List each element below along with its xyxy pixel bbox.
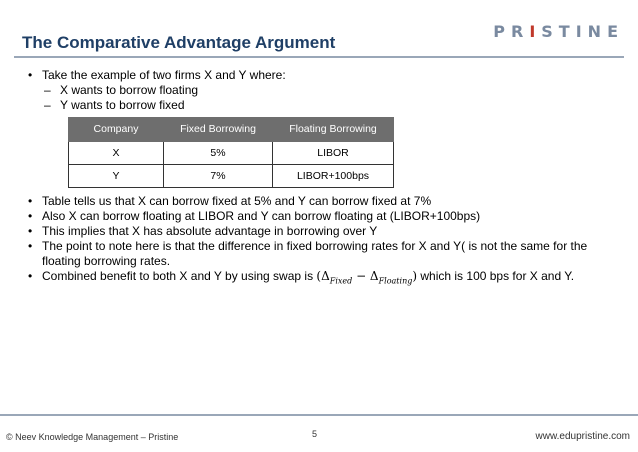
bullet-intro: • Take the example of two firms X and Y where:	[28, 68, 620, 83]
slide-title: The Comparative Advantage Argument	[22, 33, 336, 52]
delta-formula	[316, 269, 418, 286]
formula-open: (Δ	[316, 269, 330, 283]
bullet-combined-benefit	[28, 269, 620, 288]
logo-text-start: PR	[493, 22, 530, 41]
table-header-row	[69, 118, 394, 142]
page-number: 5	[312, 429, 318, 439]
header-bar	[0, 0, 638, 62]
sub-bullet-y: – Y wants to borrow fixed	[28, 98, 620, 113]
formula-minus: − Δ	[352, 269, 379, 283]
header-floating: Floating Borrowing	[273, 118, 394, 142]
footer-website: www.edupristine.com	[535, 431, 630, 442]
header-fixed: Fixed Borrowing	[164, 118, 273, 142]
bullet-item: • Table tells us that X can borrow fixed at 5% and Y can borrow fixed at 7%	[28, 194, 620, 209]
bullet-item: • Also X can borrow floating at LIBOR and Y can borrow floating at (LIBOR+100bps)	[28, 209, 620, 224]
sub-bullet-x: – X wants to borrow floating	[28, 83, 620, 98]
benefit-text-before: Combined benefit to both X and Y by using swap is	[42, 269, 317, 283]
bullet-item: • The point to note here is that the difference in fixed borrowing rates for X and Y( is not the same for the floating borrowing rates.	[28, 239, 620, 269]
slide-content	[28, 68, 620, 288]
formula-sub-floating: Floating	[378, 276, 413, 286]
table-row	[69, 165, 394, 188]
table-row	[69, 142, 394, 165]
logo-text-end: STINE	[541, 22, 624, 41]
logo-accent-letter: I	[529, 22, 542, 41]
bullet-item: • This implies that X has absolute advantage in borrowing over Y	[28, 224, 620, 239]
header-company: Company	[69, 118, 164, 142]
cell-fixed: 7%	[164, 165, 273, 188]
cell-floating: LIBOR+100bps	[273, 165, 394, 188]
borrowing-rates-table	[68, 117, 394, 188]
cell-company: X	[69, 142, 164, 165]
pristine-logo	[493, 22, 624, 41]
benefit-text-after: which is 100 bps for X and Y.	[417, 269, 575, 283]
header-divider	[14, 56, 624, 58]
formula-sub-fixed: Fixed	[329, 276, 353, 286]
cell-company: Y	[69, 165, 164, 188]
cell-fixed: 5%	[164, 142, 273, 165]
cell-floating: LIBOR	[273, 142, 394, 165]
footer-divider	[0, 414, 638, 416]
footer-copyright: © Neev Knowledge Management – Pristine	[6, 432, 179, 442]
formula-close: )	[412, 269, 418, 283]
